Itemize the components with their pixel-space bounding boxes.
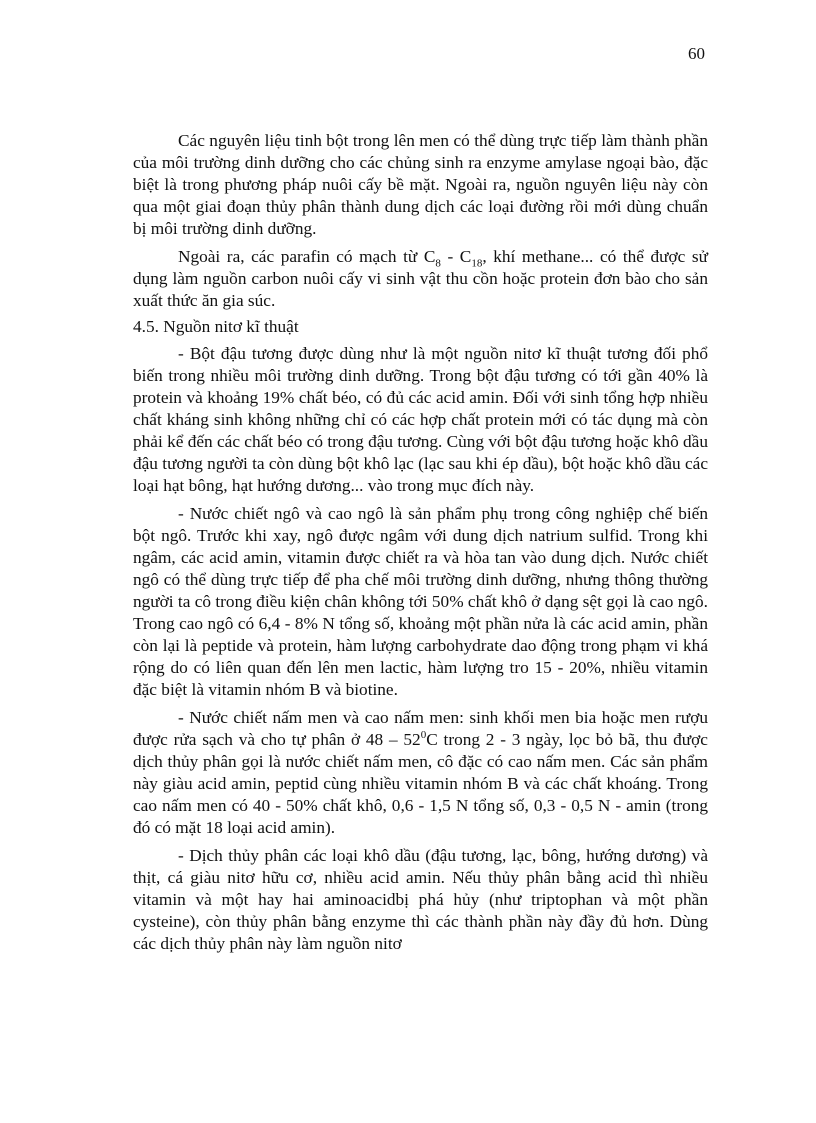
- subscript-18: 18: [471, 257, 483, 270]
- paragraph-corn-extract: - Nước chiết ngô và cao ngô là sản phẩm phụ trong công nghiệp chế biến bột ngô. Trước khi xay, ngô được ngâm với dung dịch natrium sulfid. Trong khi ngâm, các acid amin, vitamin được chiết ra và hòa tan vào dung dịch. Nước chiết ngô có thể dùng trực tiếp để pha chế môi trường dinh dưỡng, nhưng thông thường người ta cô trong điều kiện chân không tới 50% chất khô ở dạng sệt gọi là cao ngô. Trong cao ngô có 6,4 - 8% N tổng số, khoảng một phần nửa là các acid amin, phần còn lại là peptide và protein, hàm lượng carbohydrate dao động trong phạm vi khá rộng do có liên quan đến lên men lactic, hàm lượng tro 15 - 20%, nhiều vitamin đặc biệt là vitamin nhóm B và biotine.: [133, 504, 708, 699]
- superscript-degree: 0: [420, 729, 427, 742]
- section-heading: 4.5. Nguồn nitơ kĩ thuật: [133, 317, 299, 336]
- paragraph-soybean-flour: - Bột đậu tương được dùng như là một nguồn nitơ kĩ thuật tương đối phổ biến trong nhiều môi trường dinh dưỡng. Trong bột đậu tương có tới gần 40% là protein và khoảng 19% chất béo, có đủ các acid amin. Đối với sinh tổng hợp nhiều chất kháng sinh không những chỉ có các hợp chất protein mới có tác dụng mà còn phải kể đến các chất béo có trong đậu tương. Cùng với bột đậu tương hoặc khô dầu đậu tương người ta còn dùng bột khô lạc (lạc sau khi ép dầu), bột hoặc khô dầu các loại hạt bông, hạt hướng dương... vào trong mục đích này.: [133, 344, 708, 495]
- paragraph-hydrolysates: - Dịch thủy phân các loại khô dầu (đậu tương, lạc, bông, hướng dương) và thịt, cá giàu nitơ hữu cơ, nhiều acid amin. Nếu thủy phân bằng acid thì nhiều vitamin và một hay hai aminoacidbị phá hủy (như triptophan và một phần cysteine), còn thủy phân bằng enzyme thì các thành phần này đầy đủ hơn. Dùng các dịch thủy phân này làm nguồn nitơ: [133, 846, 708, 953]
- paraffin-text-end: , khí methane... có thể được sử dụng làm nguồn carbon nuôi cấy vi sinh vật thu cồn hoặc protein đơn bào cho sản xuất thức ăn gia súc.: [133, 247, 709, 310]
- yeast-text-start: - Nước chiết nấm men và cao nấm men: sinh khối men bia hoặc men rượu được rửa sạch và cho tự phân ở 48 – 52: [133, 708, 708, 749]
- subscript-8: 8: [435, 257, 441, 270]
- paragraph-starch-materials: Các nguyên liệu tinh bột trong lên men có thể dùng trực tiếp làm thành phần của môi trường dinh dưỡng cho các chủng sinh ra enzyme amylase ngoại bào, đặc biệt là trong phương pháp nuôi cấy bề mặt. Ngoài ra, nguồn nguyên liệu này còn qua một giai đoạn thủy phân thành dung dịch các loại đường rồi mới dùng chuẩn bị môi trường dinh dưỡng.: [133, 131, 708, 238]
- yeast-text-end: C trong 2 - 3 ngày, lọc bỏ bã, thu được dịch thủy phân gọi là nước chiết nấm men, cô đặc có cao nấm men. Các sản phẩm này giàu acid amin, peptid cùng nhiều vitamin nhóm B và các chất khoáng. Trong cao nấm men có 40 - 50% chất khô, 0,6 - 1,5 N tổng số, 0,3 - 0,5 N - amin (trong đó có mặt 18 loại acid amin).: [133, 730, 708, 837]
- paraffin-text-start: Ngoài ra, các parafin có mạch từ C: [178, 247, 436, 266]
- paragraph-paraffin: [133, 246, 708, 312]
- paragraph-yeast-extract: [133, 707, 708, 839]
- document-body: [133, 130, 708, 961]
- paraffin-text-dash: - C: [440, 247, 472, 266]
- page-number: 60: [688, 44, 705, 63]
